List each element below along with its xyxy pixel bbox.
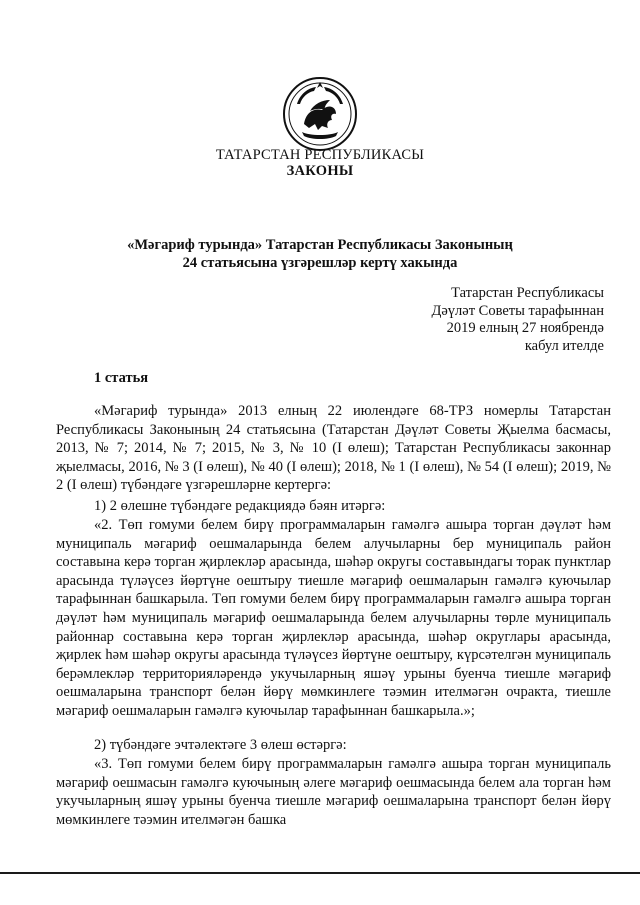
adoption-block xyxy=(431,285,604,355)
item-2-heading: 2) түбәндәге эчтәлектәге 3 өлеш өстәргә: xyxy=(94,737,347,753)
item-1-heading: 1) 2 өлешне түбәндәге редакциядә бәян итәргә: xyxy=(94,498,386,514)
page-bottom-divider xyxy=(0,872,640,874)
law-heading: ЗАКОНЫ xyxy=(286,163,354,179)
adoption-line: Дәүләт Советы тарафыннан xyxy=(431,302,604,319)
article-intro-paragraph: «Мәгариф турында» 2013 елның 22 июлендәге 68-ТРЗ номерлы Татарстан Республикасы Законының 24 статьясына (Татарстан Дәүләт Советы Җыелма басмасы, 2013, № 7; 2014, № 7; 2015, № 3, № 10 (I өлеш); Татарстан Республикасы законнар җыелмасы, 2016, № 3 (I өлеш), № 40 (I өлеш); 2018, № 1 (I өлеш), № 54 (I өлеш); 2019, № 2 (I өлеш) түбәндәге үзгәрешләрне кертергә: xyxy=(56,403,611,494)
law-title-line-2: 24 статьясына үзгәрешләр кертү хакында xyxy=(182,255,458,271)
adoption-line: 2019 елның 27 ноябрендә xyxy=(446,320,604,336)
adoption-line: Татарстан Республикасы xyxy=(451,285,604,301)
republic-name: ТАТАРСТАН РЕСПУБЛИКАСЫ xyxy=(215,147,425,163)
item-1-text: «2. Төп гомуми белем бирү программаларын гамәлгә ашыра торган дәүләт һәм муниципаль мәгариф оешмаларында белем алучыларны бер муниципаль район составына керә торган җирлекләр арасында, шәһәр округы составындагы торак пунктлар арасында түләүсез йөртүне оештыру тиешле мәгариф оешмаларын гамәлгә куючылар тарафыннан башкарыла. Төп гомуми белем бирү программаларын гамәлгә ашыра торган дәүләт һәм муниципаль мәгариф оешмаларында белем алучыларны төрле муниципаль районнар составына керә торган җирлекләр арасында, шәһәр округлары арасында, җирлек һәм шәһәр округы арасында түләүсез йөртүне оештыру, күрсәтелгән муниципаль берәмлекләр территорияләрендә укучыларның яшәү урыны буенча тиешле мәгариф оешмаларына транспорт белән йөрү мөмкинлеге тәэмин ителмәгән очракта, тиешле мәгариф оешмаларын гамәлгә куючылар тарафыннан башкарыла.»; xyxy=(56,517,611,719)
law-title-line-1: «Мәгариф турында» Татарстан Республикасы Законының xyxy=(127,237,513,253)
item-2-text: «3. Төп гомуми белем бирү программаларын гамәлгә ашыра торган муниципаль мәгариф оешмасын гамәлгә куючының әлеге мәгариф оешмасында белем ала торган һәм укучыларның яшәү урыны буенча тиешле мәгариф оешмаларына транспорт белән йөрү мөмкинлеге тәэмин ителмәгән башка xyxy=(56,756,611,828)
article-heading: 1 статья xyxy=(94,370,149,386)
adoption-line: кабул ителде xyxy=(524,337,604,354)
